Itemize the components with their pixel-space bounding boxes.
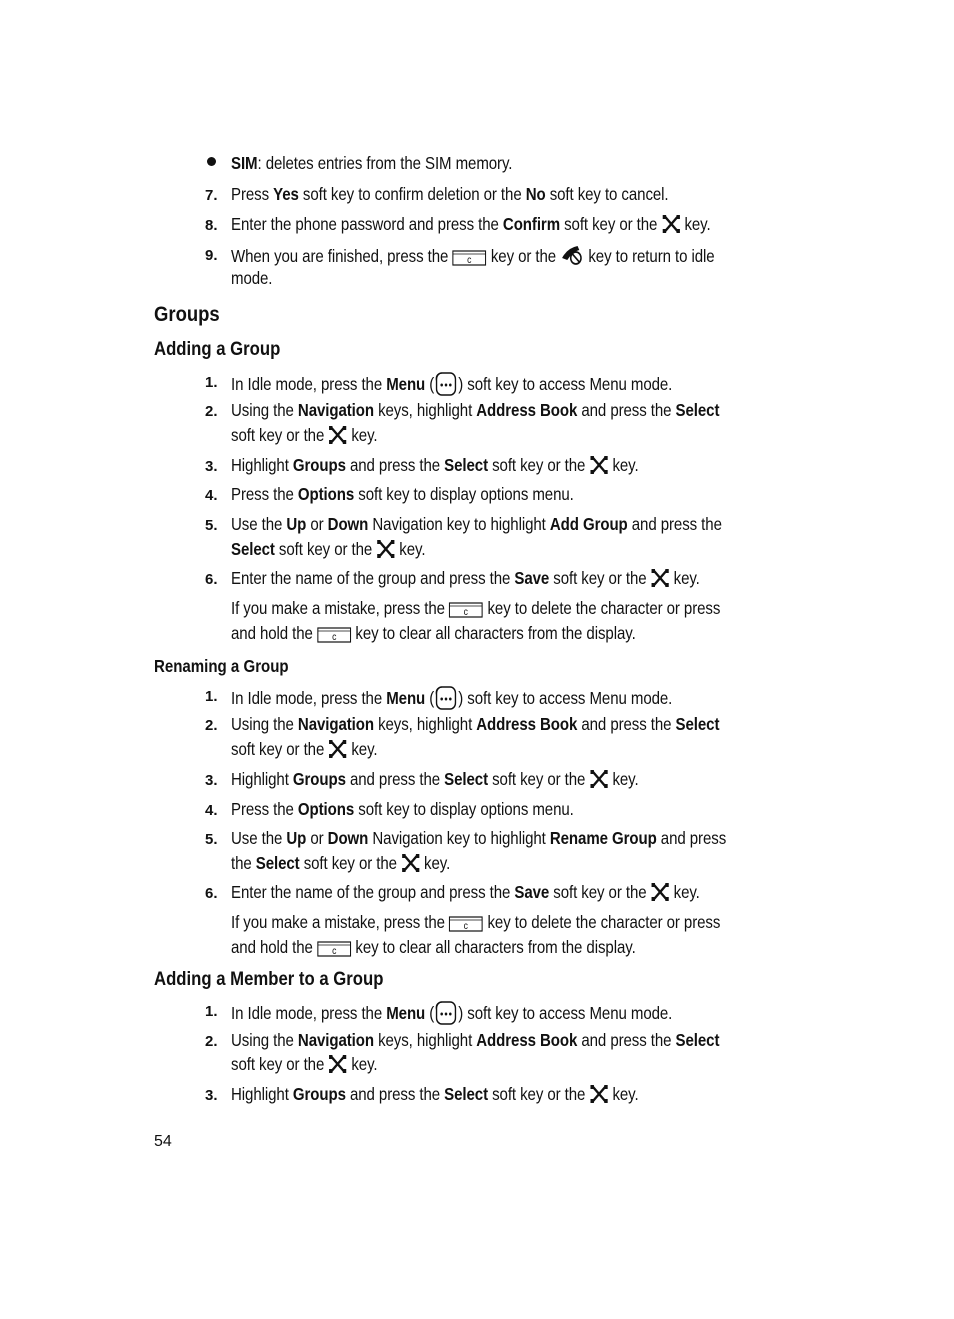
clear-key-icon [317,623,351,643]
menu-key-icon [434,374,458,394]
list-item-text: the Select soft key or the key. [231,853,451,873]
svg-text:c: c [464,920,469,932]
menu-key-icon [434,688,458,708]
list-item-text: Using the Navigation keys, highlight Address Book and press the Select [231,714,720,734]
step-number: 6. [205,571,218,588]
step-number: 5. [205,517,218,534]
step-number: 2. [205,403,218,420]
clear-key-icon [449,598,483,618]
ok-key-icon [589,769,608,789]
list-item-text: In Idle mode, press the Menu ( ) soft key to access Menu mode. [231,688,673,708]
list-item-text: If you make a mistake, press the c key to delete the character or press [231,912,721,932]
ok-key-icon [651,882,670,902]
list-item-text: Press the Options soft key to display options menu. [231,484,574,504]
step-number: 4. [205,487,218,504]
step-number: 1. [205,688,218,705]
step-number: 6. [205,885,218,902]
step-number: 8. [205,217,218,234]
list-item-text: mode. [231,268,273,288]
step-number: 3. [205,772,218,789]
step-number: 3. [205,1087,218,1104]
ok-key-icon [589,455,608,475]
list-item-text: Use the Up or Down Navigation key to highlight Add Group and press the [231,514,722,534]
section-heading-groups: Groups [154,303,220,326]
list-item-text: Use the Up or Down Navigation key to highlight Rename Group and press [231,828,727,848]
clear-key-icon [449,912,483,932]
step-number: 4. [205,802,218,819]
ok-key-icon [589,1084,608,1104]
bullet-icon [207,157,216,166]
subheading-adding-member: Adding a Member to a Group [154,969,384,990]
list-item-text: SIM: deletes entries from the SIM memory. [231,153,513,173]
step-number: 1. [205,1003,218,1020]
ok-key-icon [328,739,347,759]
svg-text:c: c [464,606,469,618]
list-item-text: When you are finished, press the c key or the key to return to idle [231,246,715,266]
subheading-adding-group: Adding a Group [154,339,281,360]
list-item-text: and hold the c key to clear all characters from the display. [231,623,636,643]
menu-key-icon [434,1003,458,1023]
ok-key-icon [376,539,395,559]
list-item-text: Highlight Groups and press the Select soft key or the key. [231,769,639,789]
ok-key-icon [661,214,680,234]
ok-key-icon [651,568,670,588]
clear-key-icon [452,246,486,266]
list-item-text: Using the Navigation keys, highlight Address Book and press the Select [231,400,720,420]
ok-key-icon [328,1054,347,1074]
subheading-renaming-group: Renaming a Group [154,656,289,676]
clear-key-icon [317,937,351,957]
ok-key-icon [401,853,420,873]
list-item-text: soft key or the key. [231,1054,378,1074]
list-item-text: Press Yes soft key to confirm deletion or the No soft key to cancel. [231,184,669,204]
step-number: 2. [205,717,218,734]
list-item-text: In Idle mode, press the Menu ( ) soft key to access Menu mode. [231,374,673,394]
list-item-text: Highlight Groups and press the Select soft key or the key. [231,455,639,475]
step-number: 2. [205,1033,218,1050]
list-item-text: and hold the c key to clear all characters from the display. [231,937,636,957]
list-item-text: If you make a mistake, press the c key to delete the character or press [231,598,721,618]
end-key-icon [560,246,584,266]
list-item-text: Enter the phone password and press the Confirm soft key or the key. [231,214,711,234]
list-item-text: Press the Options soft key to display options menu. [231,799,574,819]
list-item-text: soft key or the key. [231,425,378,445]
list-item-text: Highlight Groups and press the Select soft key or the key. [231,1084,639,1104]
list-item-text: In Idle mode, press the Menu ( ) soft key to access Menu mode. [231,1003,673,1023]
list-item-text: Enter the name of the group and press the Save soft key or the key. [231,882,700,902]
list-item-text: Enter the name of the group and press the Save soft key or the key. [231,568,700,588]
step-number: 9. [205,247,218,264]
list-item-text: Using the Navigation keys, highlight Address Book and press the Select [231,1030,720,1050]
list-item-text: Select soft key or the key. [231,539,426,559]
step-number: 5. [205,831,218,848]
svg-text:c: c [332,945,337,957]
step-number: 1. [205,374,218,391]
list-item-text: soft key or the key. [231,739,378,759]
svg-text:c: c [467,254,472,266]
page-number: 54 [154,1133,172,1150]
step-number: 7. [205,187,218,204]
ok-key-icon [328,425,347,445]
step-number: 3. [205,458,218,475]
svg-text:c: c [332,631,337,643]
